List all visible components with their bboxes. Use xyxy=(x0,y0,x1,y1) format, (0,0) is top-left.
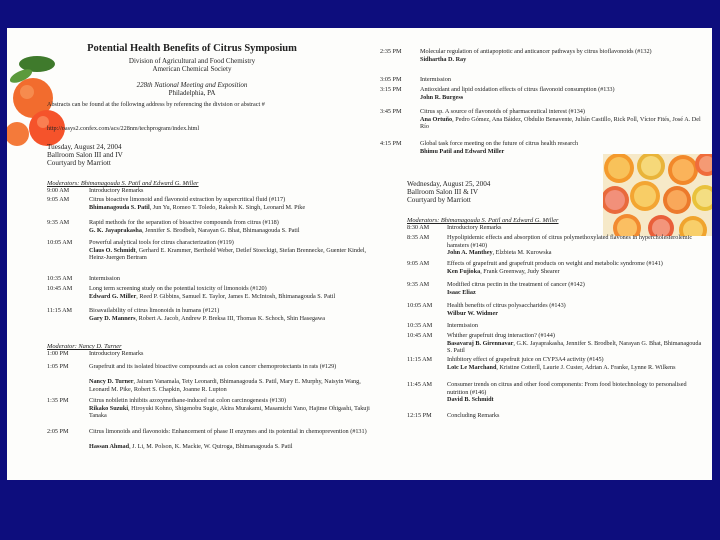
session-time: 9:35 AM xyxy=(47,219,70,226)
day2-room: Ballroom Salon III & IV xyxy=(407,188,479,196)
session-authors: Isaac Eliaz xyxy=(447,288,476,296)
day1-date: Tuesday, August 24, 2004 xyxy=(47,143,122,151)
session-authors: Loïc Le Marchand, Kristine Cotterll, Laurie J. Custer, Adrian A. Franke, Lynne R. Wilkens xyxy=(447,363,676,371)
session-title: Rapid methods for the separation of bioactive compounds from citrus (#118) xyxy=(89,219,279,226)
division: Division of Agricultural and Food Chemistry xyxy=(128,57,256,65)
session-title: Global task force meeting on the future of citrus health research xyxy=(420,140,579,147)
day2-place: Courtyard by Marriott xyxy=(407,196,471,204)
session-title: Antioxidant and lipid oxidation effects of citrus flavonoid consumption (#133) xyxy=(420,86,615,93)
session-title: Bioavailability of citrus limonoids in humans (#121) xyxy=(89,307,220,314)
day1-room: Ballroom Salon III and IV xyxy=(47,151,123,159)
session-time: 11:15 AM xyxy=(407,356,433,363)
session-title: Introductory Remarks xyxy=(447,224,502,231)
session-time: 1:00 PM xyxy=(47,350,69,357)
session-time: 2:35 PM xyxy=(380,48,402,55)
session-authors: Sidhartha D. Ray xyxy=(420,55,467,63)
session-title: Citrus nobiletin inhibits azoxymethane-induced rat colon carcinogenesis (#130) xyxy=(89,397,287,404)
session-time: 10:05 AM xyxy=(47,239,73,246)
session-authors: David B. Schmidt xyxy=(447,396,494,403)
session-time: 2:05 PM xyxy=(47,428,69,435)
session-authors: Basavaraj B. Girennavar, G.K. Jayaprakasha, Jennifer S. Brodbelt, Narayan G. Bhat, Bhimanagouda S. Patil xyxy=(447,339,702,354)
city: Philadelphia, PA xyxy=(168,89,216,97)
moderators-session1: Moderators: Bhimanagouda S. Patil and Edward G. Miller xyxy=(47,180,199,187)
session-title: Health benefits of citrus polysaccharides (#143) xyxy=(447,302,566,309)
session-title: Intermission xyxy=(420,76,451,83)
session-authors: Nancy D. Turner, Jairam Vanamala, Tety Leonardi, Bhimanagouda S. Patil, Mary E. Murphy, Naisyin Wang, Leonard M. Pike, Robert S. Chapkin, Joanne R. Lupton xyxy=(89,378,361,393)
session-time: 12:15 PM xyxy=(407,412,432,419)
session-title: Introductory Remarks xyxy=(89,350,144,357)
session-title: Whither grapefruit drug interaction? (#144) xyxy=(447,332,555,339)
session-authors: Wilbur W. Widmer xyxy=(447,309,498,317)
moderators-session3: Moderators: Bhimanagouda S. Patil and Edward G. Miller xyxy=(407,217,559,224)
page-title: Potential Health Benefits of Citrus Symposium xyxy=(87,43,297,54)
session-title: Long term screening study on the potential toxicity of limonoids (#120) xyxy=(89,285,267,292)
session-authors: Ana Ortuño, Pedro Gómez, Ana Báidez, Obdulio Benavente, Julián Castillo, Rick Poll, Víctor Fités, José A. Del Río xyxy=(420,115,701,130)
session-title: Consumer trends on citrus and other food components: From food biotechnology to personalised nutrition (#146) xyxy=(447,381,687,396)
session-authors: Rikako Suzuki, Hiroyuki Kohno, Shigenobu Sugie, Akira Murakami, Masamichi Yano, Hajime Ohigashi, Takuji Tanaka xyxy=(89,404,370,419)
session-time: 3:05 PM xyxy=(380,76,402,83)
session-title: Intermission xyxy=(89,275,120,282)
session-authors: John R. Burgess xyxy=(420,93,464,101)
meeting: 228th National Meeting and Exposition xyxy=(136,81,248,89)
session-time: 1:05 PM xyxy=(47,363,69,370)
session-authors: Edward G. Miller, Reed P. Gibbins, Samuel E. Taylor, James E. McIntosh, Bhimanagouda S. Patil xyxy=(89,292,336,300)
session-time: 1:35 PM xyxy=(47,397,69,404)
session-time: 11:45 AM xyxy=(407,381,433,388)
session-title: Powerful analytical tools for citrus characterization (#119) xyxy=(89,239,234,246)
session-title: Effects of grapefruit and grapefruit products on weight and metabolic syndrome (#141) xyxy=(447,260,663,267)
session-authors: Bhimu Patil and Edward Miller xyxy=(420,147,505,155)
session-authors: Bhimanagouda S. Patil, Jun Yu, Romeo T. Toledo, Rakesh K. Singh, Leonard M. Pike xyxy=(89,203,306,211)
session-time: 11:15 AM xyxy=(47,307,73,314)
session-title: Citrus sp. A source of flavonoids of pharmaceutical interest (#134) xyxy=(420,108,585,115)
session-time: 9:35 AM xyxy=(407,281,430,288)
session-authors: G. K. Jayaprakasha, Jennifer S. Brodbelt, Narayan G. Bhat, Bhimanagouda S. Patil xyxy=(89,226,300,234)
session-authors: John A. Manthey, Elzbieta M. Kurowska xyxy=(447,249,552,256)
session-time: 10:35 AM xyxy=(407,322,433,329)
day1-place: Courtyard by Marriott xyxy=(47,159,111,167)
session-title: Inhibitory effect of grapefruit juice on CYP3A4 activity (#145) xyxy=(447,356,604,363)
session-title: Citrus limonoids and flavonoids: Enhancement of phase II enzymes and its potential in chemoprevention (#131) xyxy=(89,428,367,435)
session-authors: Gary D. Manners, Robert A. Jacob, Andrew P. Breksa III, Thomas K. Schoch, Shin Hasegawa xyxy=(89,314,326,322)
session-time: 10:45 AM xyxy=(407,332,433,339)
session-time: 10:05 AM xyxy=(407,302,433,309)
session-time: 8:35 AM xyxy=(407,234,430,241)
society: American Chemical Society xyxy=(152,65,232,73)
session-authors: Hassan Ahmad, J. Li, M. Polson, K. Mackie, W. Quiroga, Bhimanagouda S. Patil xyxy=(89,443,293,450)
abstracts-url[interactable]: http://oasys2.confex.com/acs/228nm/techprogram/index.html xyxy=(47,125,200,132)
session-time: 10:35 AM xyxy=(47,275,73,282)
session-title: Citrus bioactive limonoid and flavonoid extraction by supercritical fluid (#117) xyxy=(89,196,286,203)
session-time: 3:45 PM xyxy=(380,108,402,115)
session-authors: Claus O. Schmidt, Gerhard E. Krammer, Berthold Weber, Detlef Stoeckigt, Stefan Brennecke, Guenter Kindel, Heinz-Juergen Bertram xyxy=(89,246,367,261)
session-time: 4:15 PM xyxy=(380,140,402,147)
moderators-session2: Moderator: Nancy D. Turner xyxy=(47,343,122,350)
session-title: Introductory Remarks xyxy=(89,187,144,194)
session-authors: Ken Fujioka, Frank Greenway, Judy Shearer xyxy=(447,267,560,275)
session-title: Concluding Remarks xyxy=(447,412,500,419)
session-title: Modified citrus pectin in the treatment of cancer (#142) xyxy=(447,281,585,288)
session-time: 9:05 AM xyxy=(47,196,70,203)
session-time: 9:00 AM xyxy=(47,187,70,194)
session-time: 3:15 PM xyxy=(380,86,402,93)
symposium-flyer xyxy=(7,28,712,480)
session-title: Intermission xyxy=(447,322,478,329)
day2-date: Wednesday, August 25, 2004 xyxy=(407,180,491,188)
session-time: 8:30 AM xyxy=(407,224,430,231)
session-title: Grapefruit and its isolated bioactive compounds act as colon cancer chemoprotectants in rats (#129) xyxy=(89,363,337,370)
session-time: 10:45 AM xyxy=(47,285,73,292)
abstracts-note: Abstracts can be found at the following address by referencing the division or abstract # xyxy=(47,101,265,108)
session-time: 9:05 AM xyxy=(407,260,430,267)
session-title: Hypolipidemic effects and absorption of citrus polymethoxylated flavones in hypercholesterolemic hamsters (#140) xyxy=(447,234,693,249)
session-title: Molecular regulation of antiapoptotic and anticancer pathways by citrus bioflavonoids (#132) xyxy=(420,48,652,55)
